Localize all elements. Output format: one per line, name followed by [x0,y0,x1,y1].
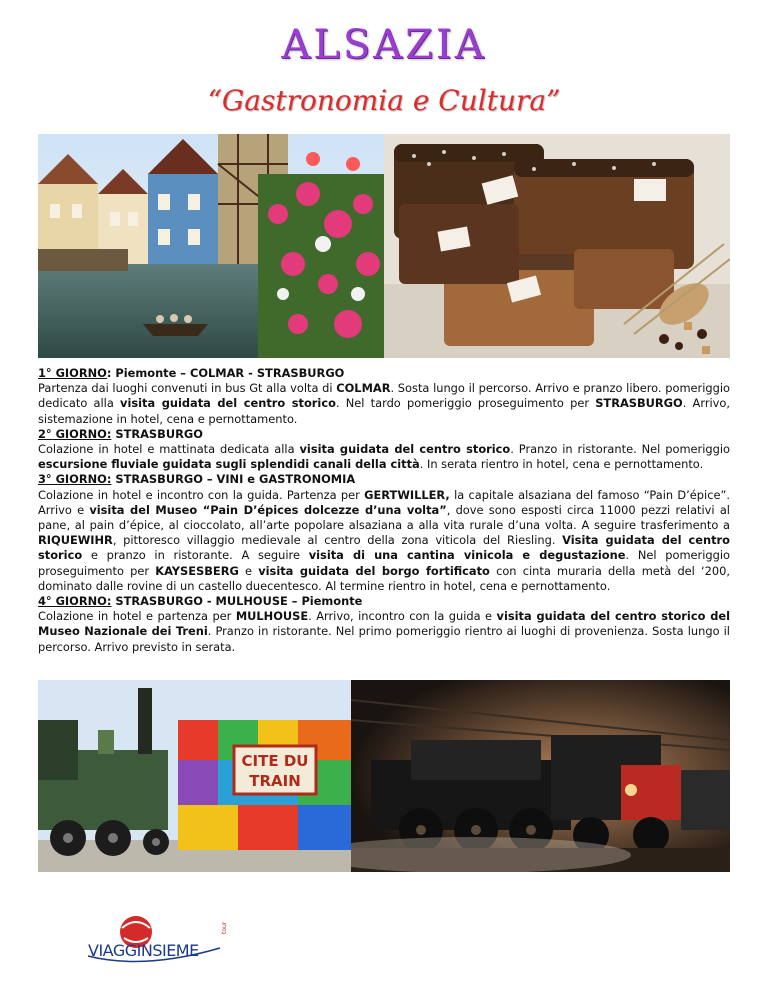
day-route: Piemonte – COLMAR - STRASBURGO [115,366,345,380]
highlight-text: escursione fluviale guidata sugli splendidi canali della città [38,457,420,472]
cite-du-train-photo [38,680,351,872]
body-text: . Nel tardo pomeriggio proseguimento per [335,396,596,411]
body-text: con cinta muraria della metà del ‘200, dominato dalle rovine di un castello duecentesco. Al termine rientro in hotel, cena e pernottamento. [38,563,731,593]
body-text: . In serata rientro in hotel, cena e pernottamento. [419,457,704,472]
day-heading [38,427,730,442]
itinerary-text [38,366,730,655]
body-text: Partenza dai luoghi convenuti in bus Gt alla volta di [38,381,337,396]
day-separator: : [106,366,116,380]
day-heading [38,472,730,487]
day-description [38,442,730,472]
logo-name: VIAGGINSIEME [88,941,199,960]
page-subtitle: “Gastronomia e Cultura” [207,84,561,117]
body-text: . Pranzo in ristorante. Nel pomeriggio [510,442,730,457]
day-route: STRASBURGO - MULHOUSE – Piemonte [115,594,363,609]
body-text: . Sosta lungo il percorso. Arrivo e pranzo libero. pomeriggio dedicato alla [38,381,730,411]
cite-sign-line2: TRAIN [249,772,301,790]
highlight-text: visita guidata del centro storico [120,396,336,411]
highlight-text: STRASBURGO [595,396,683,411]
highlight-text: COLMAR [336,381,391,396]
body-text: Colazione in hotel e partenza per [38,609,236,624]
body-text: Colazione in hotel e mattinata dedicata alla [38,442,300,457]
highlight-text: GERTWILLER, [364,487,450,502]
viagginsieme-logo [74,912,234,964]
highlight-text: MULHOUSE [235,609,309,624]
logo-tag: tour [221,921,228,934]
day-label: 1° GIORNO [38,366,107,380]
steam-locomotive-photo [351,680,730,872]
body-text: . Arrivo, sistemazione in hotel, cena e pernottamento. [38,396,730,426]
body-text: . Pranzo in ristorante. Nel primo pomeriggio rientro ai luoghi di provenienza. Sosta lungo il percorso. Arrivo previsto in serata. [38,624,730,654]
highlight-text: visita di una cantina vinicola e degustazione [308,548,626,563]
day-heading [38,366,730,381]
highlight-text: visita del Museo “Pain D’épices dolcezze d’una volta” [89,502,447,517]
body-text: , pittoresco villaggio medievale al centro della zona viticola del Riesling. [112,533,563,548]
day-label: 4° GIORNO: [38,594,112,609]
day-heading [38,594,730,609]
pain-d-epices-photo [384,134,730,358]
highlight-text: Visita guidata del centro storico [38,533,730,563]
day-description [38,381,730,427]
day-route: STRASBURGO [115,426,203,441]
cite-sign-line1: CITE DU [241,752,309,770]
body-text: Colazione in hotel e incontro con la guida. Partenza per [38,487,365,502]
day-description [38,488,730,594]
highlight-text: KAYSESBERG [155,563,239,578]
body-text: e [238,563,259,578]
body-text: . Arrivo, incontro con la guida e [308,609,497,624]
highlight-text: RIQUEWIHR [38,533,113,548]
highlight-text: visita guidata del borgo fortificato [258,563,490,578]
body-text: . Nel pomeriggio proseguimento per [38,548,730,578]
body-text: e pranzo in ristorante. A seguire [82,548,309,563]
page-title: ALSAZIA [281,22,487,68]
highlight-text: visita guidata del centro storico del Museo Nazionale dei Treni [38,609,730,639]
day-description [38,609,730,655]
body-text: la capitale alsaziana del famoso “Pain D’épice”. Arrivo e [38,487,730,517]
day-label: 3° GIORNO: [38,472,112,487]
day-label: 2° GIORNO: [38,426,112,441]
highlight-text: visita guidata del centro storico [299,442,511,457]
colmar-canal-photo [38,134,384,358]
day-route: STRASBURGO – VINI e GASTRONOMIA [115,472,356,487]
body-text: , dove sono esposti circa 11000 pezzi relativi al pane, al pain d’épice, al cioccolato, all’arte popolare alsaziana a alla vita rurale d’una volta. A seguire trasferimento a [38,502,730,533]
